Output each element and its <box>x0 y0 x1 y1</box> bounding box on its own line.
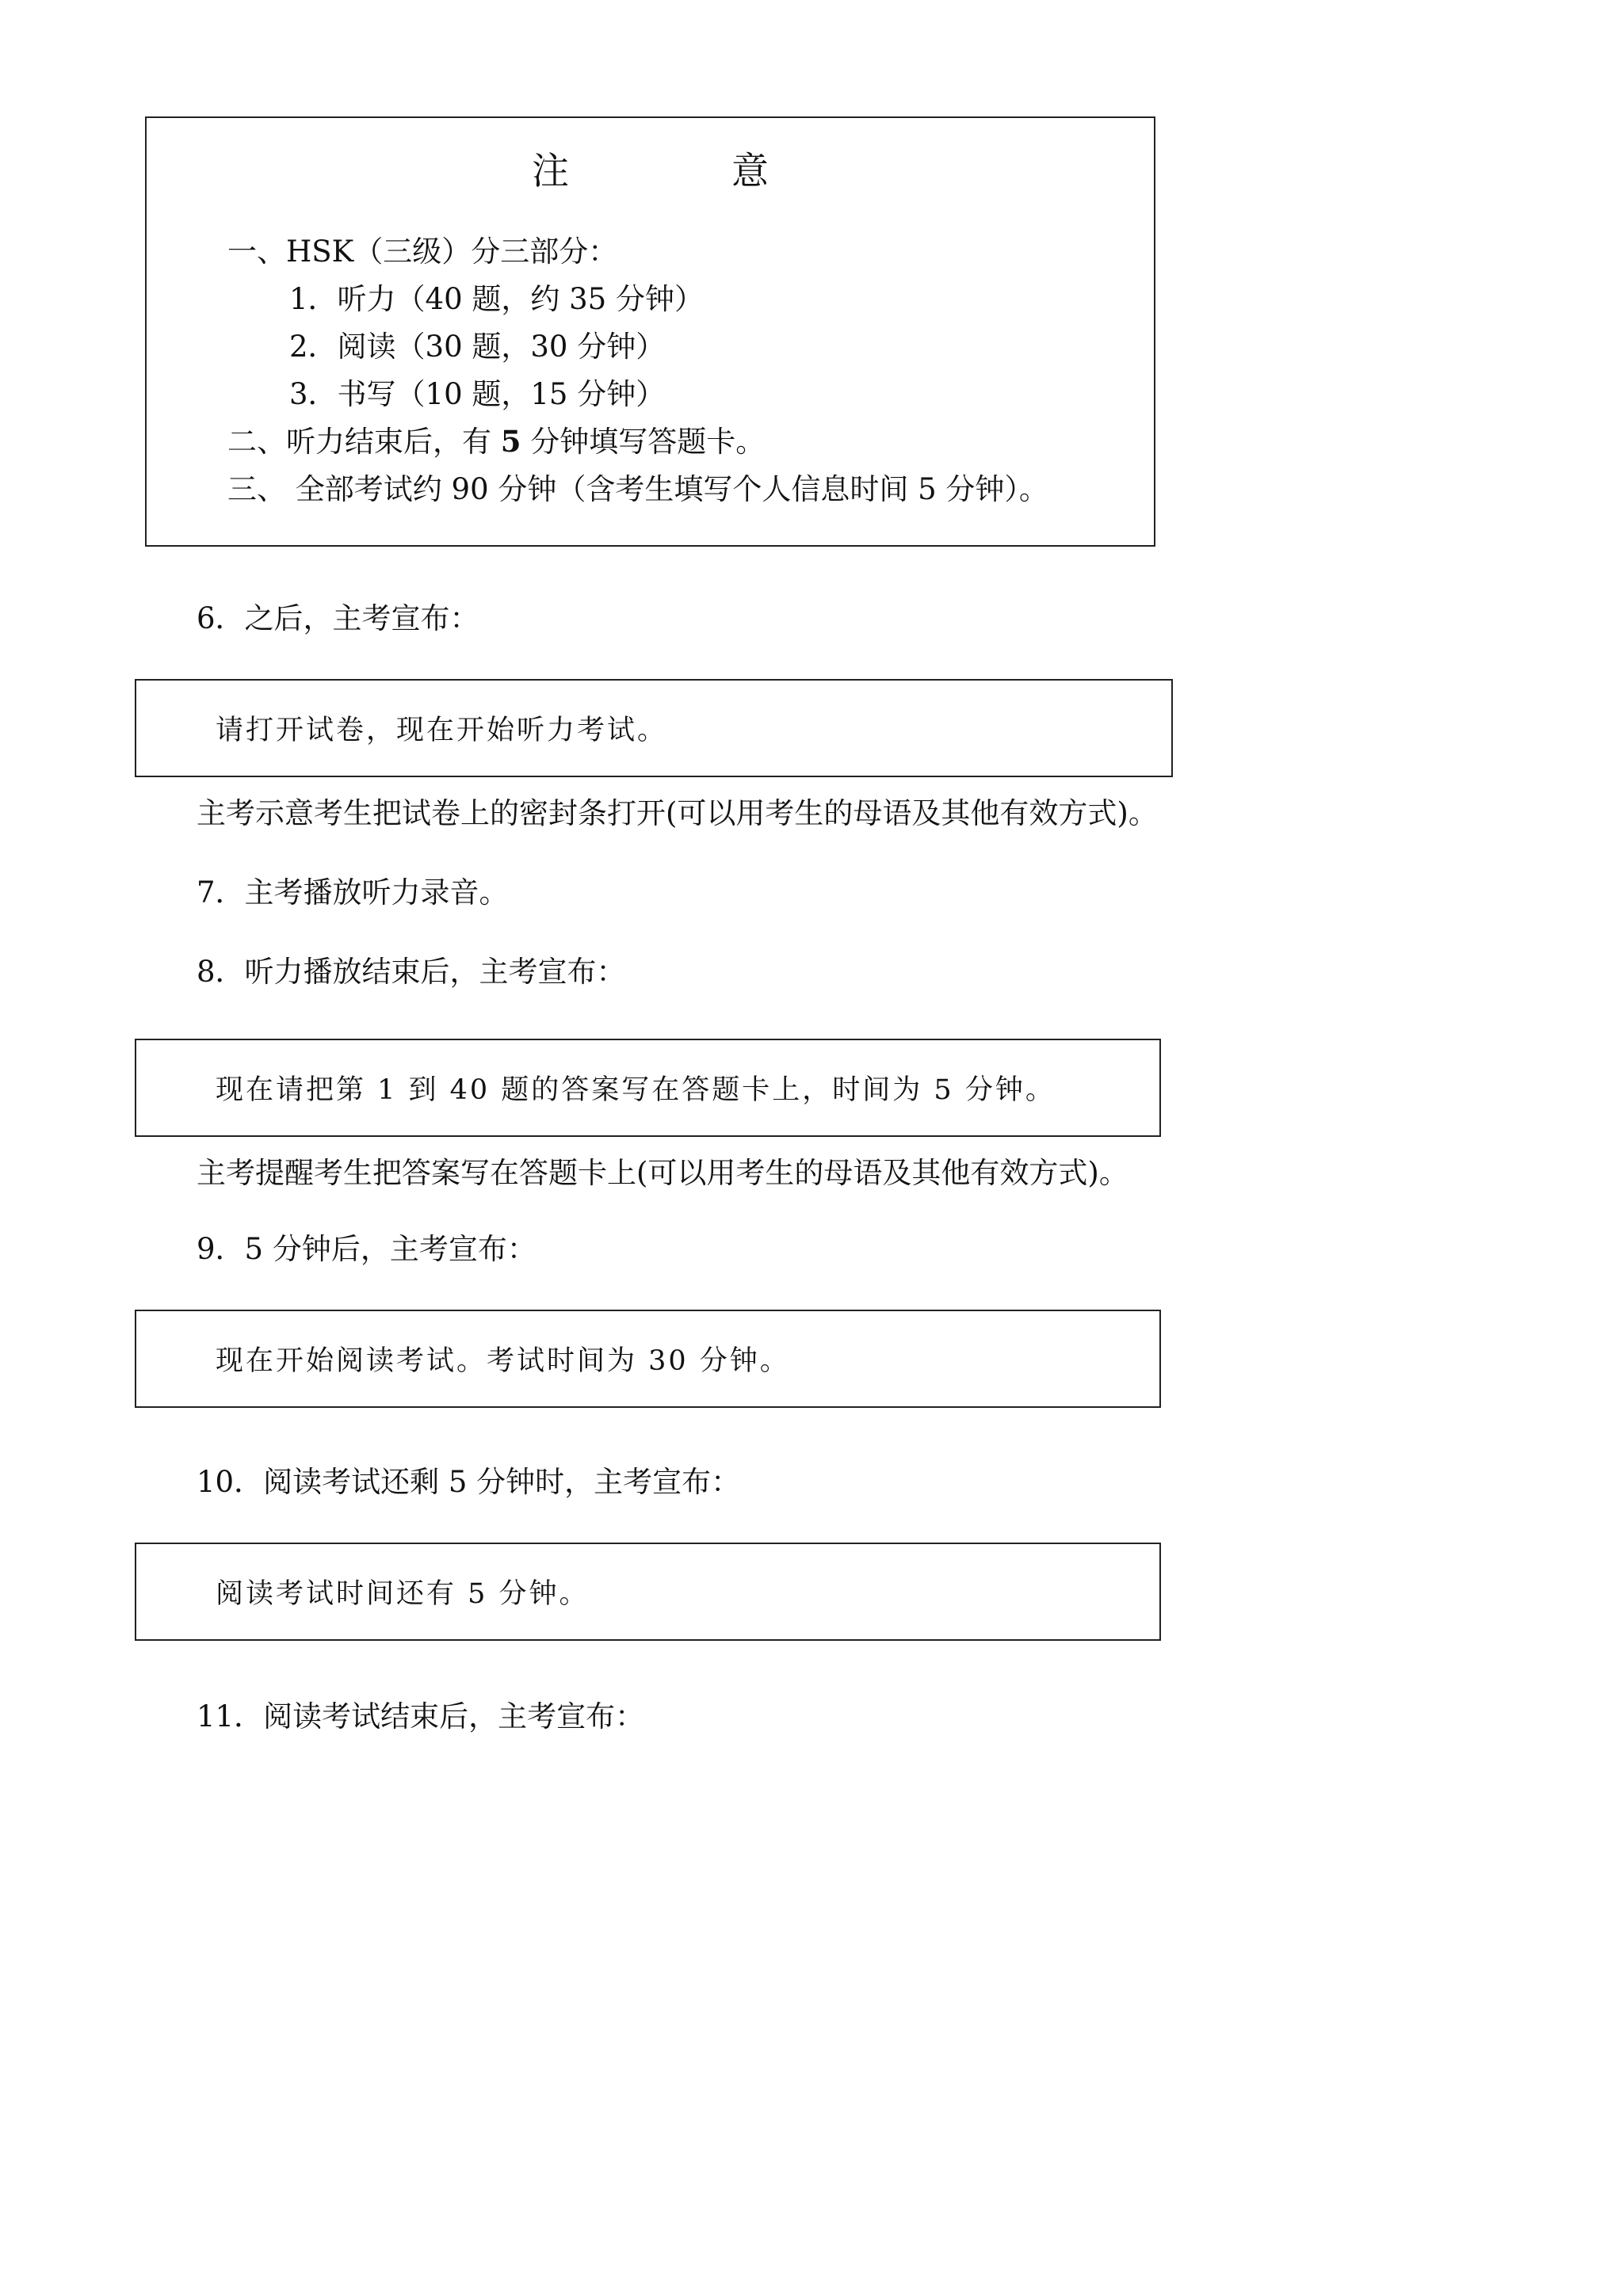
announcement-6-text: 请打开试卷，现在开始听力考试。 <box>216 715 668 746</box>
step-7: 7．主考播放听力录音。 <box>197 875 509 910</box>
announcement-9-text: 现在开始阅读考试。考试时间为 30 分钟。 <box>216 1345 790 1377</box>
notice-item-listening: 1．听力（40 题，约 35 分钟） <box>289 282 704 316</box>
step-11: 11．阅读考试结束后，主考宣布： <box>197 1699 645 1733</box>
notice-line-2-pre: 二、听力结束后，有 <box>227 425 501 459</box>
notice-item-writing: 3．书写（10 题，15 分钟） <box>289 377 666 411</box>
announcement-10-text: 阅读考试时间还有 5 分钟。 <box>216 1578 590 1610</box>
notice-line-1: 一、HSK（三级）分三部分： <box>227 235 618 269</box>
step-6-note: 主考示意考生把试卷上的密封条打开(可以用考生的母语及其他有效方式)。 <box>197 796 1158 830</box>
step-8-note: 主考提醒考生把答案写在答题卡上(可以用考生的母语及其他有效方式)。 <box>197 1156 1128 1190</box>
notice-title: 注 意 <box>532 150 844 193</box>
step-9: 9．5 分钟后，主考宣布： <box>197 1232 537 1266</box>
step-6: 6．之后，主考宣布： <box>197 601 479 635</box>
announcement-box-9 <box>135 1310 1161 1408</box>
announcement-box-8 <box>135 1039 1161 1137</box>
notice-line-2 <box>227 424 766 459</box>
notice-item-reading: 2．阅读（30 题，30 分钟） <box>289 330 666 364</box>
notice-line-2-num: 5 <box>500 424 521 459</box>
announcement-box-6 <box>135 679 1173 777</box>
notice-box <box>145 116 1155 547</box>
announcement-box-10 <box>135 1543 1161 1641</box>
step-10: 10．阅读考试还剩 5 分钟时，主考宣布： <box>197 1465 741 1499</box>
notice-line-3: 三、 全部考试约 90 分钟（含考生填写个人信息时间 5 分钟）。 <box>227 472 1048 506</box>
notice-line-2-post: 分钟填写答题卡。 <box>521 425 766 459</box>
announcement-8-text: 现在请把第 1 到 40 题的答案写在答题卡上，时间为 5 分钟。 <box>216 1074 1056 1106</box>
step-8: 8．听力播放结束后，主考宣布： <box>197 955 626 989</box>
